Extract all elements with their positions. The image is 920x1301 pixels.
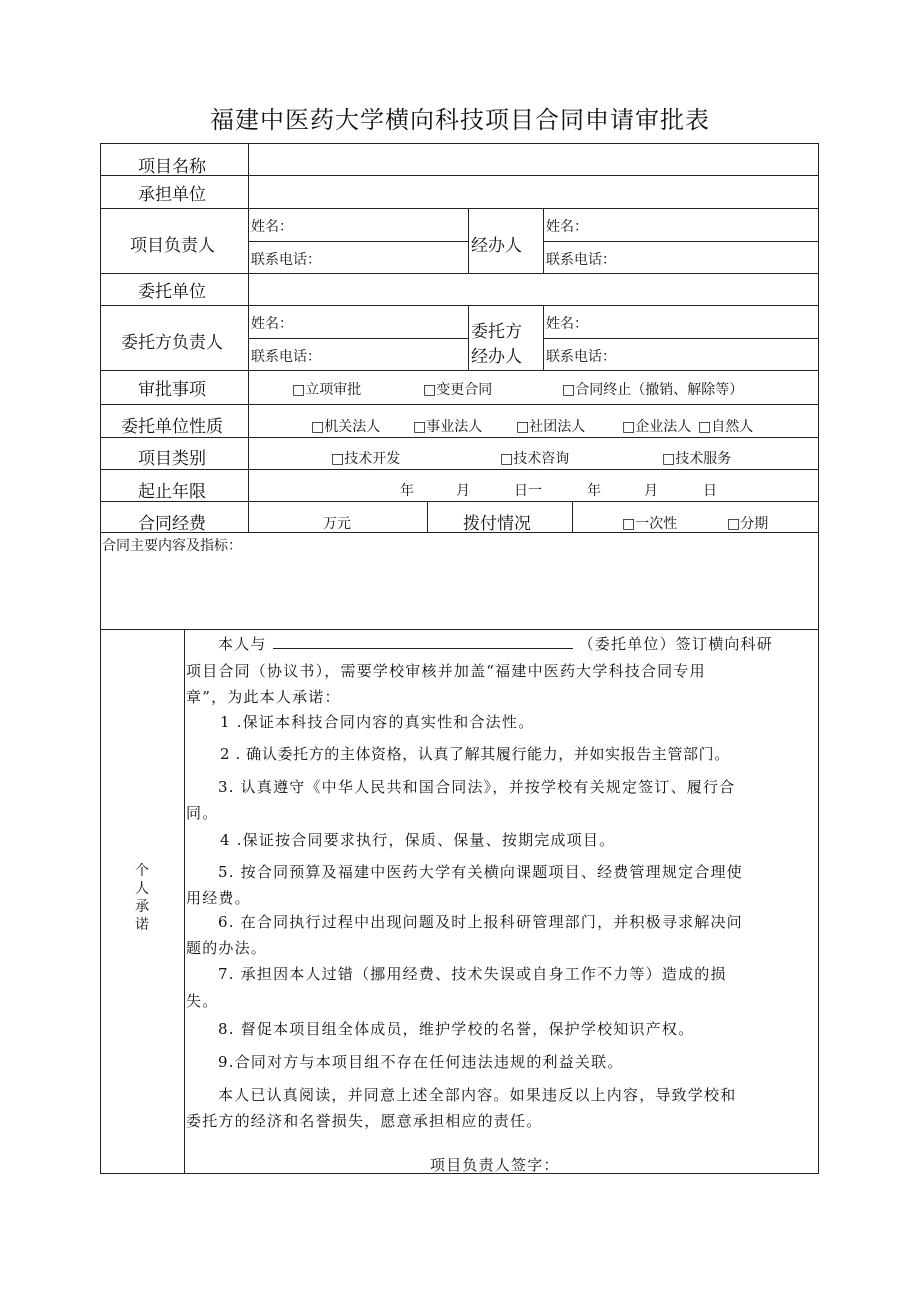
column-divider <box>543 208 544 273</box>
client-leader-phone-field[interactable]: 联系电话： <box>251 349 321 365</box>
leader-name-field[interactable]: 姓名： <box>251 219 293 235</box>
checkbox-tech-consulting[interactable]: □技术咨询 <box>500 451 570 467</box>
handler-label: 经办人 <box>471 236 522 256</box>
column-divider <box>543 305 544 370</box>
intro-line2: 项目合同（协议书），需要学校审核并加盖“福建中医药大学科技合同专用 <box>186 662 706 680</box>
intro-line3: 章”，为此本人承诺： <box>186 688 341 706</box>
row-divider <box>100 532 819 533</box>
payment-label: 拨付情况 <box>463 514 531 534</box>
row-divider <box>248 241 468 242</box>
checkbox-natural-person[interactable]: □自然人 <box>698 419 754 435</box>
commitment-intro <box>186 631 818 658</box>
project-name-label: 项目名称 <box>138 157 206 177</box>
approval-items-label: 审批事项 <box>138 380 206 400</box>
undertaking-unit-field[interactable] <box>250 178 816 206</box>
checkbox-institution-legal[interactable]: □事业法人 <box>413 419 483 435</box>
start-month-text: 月 <box>456 483 470 499</box>
commitment-item-4: 4 .保证按合同要求执行，保质、保量、按期完成项目。 <box>220 831 616 849</box>
contract-funds-label: 合同经费 <box>138 514 206 534</box>
column-divider <box>184 629 185 1174</box>
checkbox-government-legal[interactable]: □机关法人 <box>311 419 381 435</box>
row-divider <box>248 338 468 339</box>
project-category-label: 项目类别 <box>138 449 206 469</box>
row-divider <box>100 404 819 405</box>
start-year-text: 年 <box>400 483 414 499</box>
client-unit-blank[interactable] <box>273 632 573 649</box>
commitment-item-6b: 题的办法。 <box>186 939 268 957</box>
commitment-closing-b: 委托方的经济和名誉损失，愿意承担相应的责任。 <box>186 1112 543 1130</box>
checkbox-project-approval[interactable]: □立项审批 <box>292 382 362 398</box>
signature-label: 项目负责人签字： <box>430 1156 560 1172</box>
period-label: 起止年限 <box>138 482 206 502</box>
row-divider <box>100 305 819 306</box>
commitment-item-5b: 用经费。 <box>186 889 251 907</box>
handler-name-field[interactable]: 姓名： <box>546 219 588 235</box>
row-divider <box>100 208 819 209</box>
checkbox-enterprise-legal[interactable]: □企业法人 <box>622 419 692 435</box>
commitment-closing-a: 本人已认真阅读，并同意上述全部内容。如果违反以上内容，导致学校和 <box>218 1086 737 1104</box>
end-month-text: 月 <box>644 483 658 499</box>
client-unit-field[interactable] <box>250 276 816 304</box>
row-divider <box>100 469 819 470</box>
client-leader-name-field[interactable]: 姓名： <box>251 316 293 332</box>
row-divider <box>100 437 819 438</box>
client-handler-phone-field[interactable]: 联系电话： <box>546 349 616 365</box>
client-handler-label-line2: 经办人 <box>471 347 522 367</box>
intro-part-b: （委托单位）签订横向科研 <box>578 635 774 653</box>
column-divider <box>427 501 428 532</box>
checkbox-tech-development[interactable]: □技术开发 <box>331 451 401 467</box>
commitment-item-9: 9.合同对方与本项目组不存在任何违法违规的利益关联。 <box>218 1053 624 1071</box>
commitment-item-2: 2 . 确认委托方的主体资格，认真了解其履行能力，并如实报告主管部门。 <box>220 745 730 763</box>
commitment-item-7b: 失。 <box>186 992 219 1010</box>
checkbox-change-contract[interactable]: □变更合同 <box>423 382 493 398</box>
commitment-item-3a: 3. 认真遵守《中华人民共和国合同法》，并按学校有关规定签订、履行合 <box>218 778 736 796</box>
column-divider <box>468 208 469 273</box>
commitment-item-7a: 7. 承担因本人过错（挪用经费、技术失误或自身工作不力等）造成的损 <box>218 965 727 983</box>
end-year-text: 年 <box>587 483 601 499</box>
row-divider <box>100 175 819 176</box>
row-divider <box>543 241 819 242</box>
column-divider <box>248 143 249 532</box>
client-leader-label: 委托方负责人 <box>121 333 223 353</box>
leader-phone-field[interactable]: 联系电话： <box>251 252 321 268</box>
client-handler-name-field[interactable]: 姓名： <box>546 316 588 332</box>
commitment-item-3b: 同。 <box>186 804 219 822</box>
checkbox-installment[interactable]: □分期 <box>727 516 769 532</box>
column-divider <box>572 501 573 532</box>
funds-unit-text: 万元 <box>323 516 351 532</box>
main-content-field[interactable] <box>102 555 816 627</box>
client-nature-label: 委托单位性质 <box>121 417 223 437</box>
start-day-to-text: 日一 <box>514 483 542 499</box>
project-leader-label: 项目负责人 <box>130 236 215 256</box>
intro-part-a: 本人与 <box>218 635 267 653</box>
client-unit-label: 委托单位 <box>138 282 206 302</box>
commitment-item-8: 8. 督促本项目组全体成员，维护学校的名誉，保护学校知识产权。 <box>218 1020 695 1038</box>
row-divider <box>100 370 819 371</box>
checkbox-association-legal[interactable]: □社团法人 <box>516 419 586 435</box>
main-content-label: 合同主要内容及指标： <box>102 538 242 554</box>
checkbox-lump-sum[interactable]: □一次性 <box>622 516 678 532</box>
checkbox-terminate-contract[interactable]: □合同终止（撤销、解除等） <box>562 382 744 398</box>
row-divider <box>100 629 819 630</box>
client-handler-label-line1: 委托方 <box>471 322 522 342</box>
row-divider <box>543 338 819 339</box>
form-title: 福建中医药大学横向科技项目合同申请审批表 <box>210 106 710 134</box>
commitment-item-6a: 6. 在合同执行过程中出现问题及时上报科研管理部门，并积极寻求解决问 <box>218 913 743 931</box>
handler-phone-field[interactable]: 联系电话： <box>546 252 616 268</box>
project-name-field[interactable] <box>250 146 816 174</box>
column-divider <box>468 305 469 370</box>
checkbox-tech-service[interactable]: □技术服务 <box>662 451 732 467</box>
undertaking-unit-label: 承担单位 <box>138 185 206 205</box>
row-divider <box>100 501 819 502</box>
commitment-item-5a: 5. 按合同预算及福建中医药大学有关横向课题项目、经费管理规定合理使 <box>218 863 743 881</box>
commitment-side-label: 个人承诺 <box>135 863 149 933</box>
row-divider <box>100 273 819 274</box>
end-day-text: 日 <box>703 483 717 499</box>
commitment-item-1: 1 .保证本科技合同内容的真实性和合法性。 <box>220 713 535 731</box>
